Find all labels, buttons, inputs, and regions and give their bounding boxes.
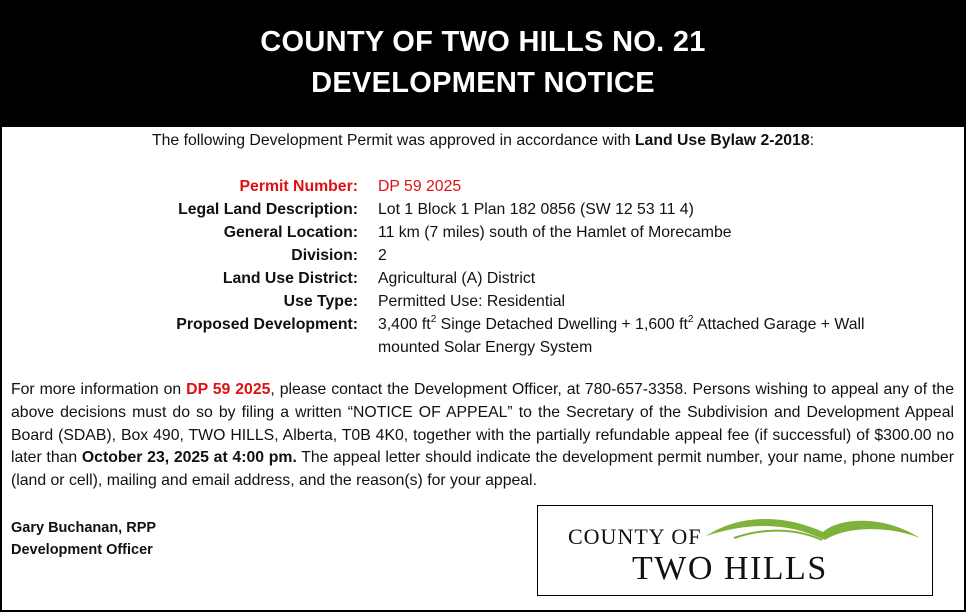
info-permit-reference: DP 59 2025 — [186, 381, 271, 398]
permit-number-label: Permit Number: — [239, 178, 358, 195]
logo-graphic — [538, 506, 931, 594]
proposed-development-label: Proposed Development: — [176, 316, 358, 333]
county-logo — [537, 505, 933, 596]
header-title: COUNTY OF TWO HILLS NO. 21 — [260, 26, 706, 58]
use-type-value: Permitted Use: Residential — [378, 293, 566, 310]
legal-description-label: Legal Land Description: — [178, 201, 358, 218]
use-type-row — [0, 290, 966, 313]
superscript-squared: 2 — [430, 313, 437, 325]
permit-number-row — [0, 175, 966, 198]
appeal-deadline: October 23, 2025 at 4:00 pm. — [81, 449, 297, 467]
intro-text — [0, 130, 966, 152]
land-use-district-label: Land Use District: — [222, 270, 358, 287]
land-use-district-value: Agricultural (A) District — [378, 270, 536, 287]
officer-title: Development Officer — [11, 542, 153, 558]
land-use-district-row — [0, 267, 966, 290]
info-text-2: , please contact the Development Officer, at 780-657-3358. Persons wishing to appeal any of the above decisions must do so by filing a written “NOTICE OF APPEAL” to the Secretary of the Subdivision and Development Appeal Board (SDAB), Box 490, TWO HILLS, Alberta, T0B 4K0, together with the partially refundable appeal fee (if successful) of $300.00 no later than — [11, 381, 954, 467]
permit-details — [0, 175, 966, 359]
info-text-3: The appeal letter should indicate the development permit number, your name, phone number (land or cell), mailing and email address, and the reason(s) for your appeal. — [11, 449, 954, 490]
intro-suffix: : — [809, 132, 815, 149]
logo-text-two-hills: TWO HILLS — [632, 550, 828, 587]
bylaw-reference: Land Use Bylaw 2-2018 — [634, 132, 810, 149]
division-value: 2 — [378, 247, 387, 264]
use-type-label: Use Type: — [283, 293, 358, 310]
division-row — [0, 244, 966, 267]
division-label: Division: — [291, 247, 358, 264]
appeal-information — [11, 379, 954, 493]
proposed-development-row — [0, 313, 966, 359]
header-subtitle: DEVELOPMENT NOTICE — [311, 67, 655, 99]
legal-description-value: Lot 1 Block 1 Plan 182 0856 (SW 12 53 11 4) — [378, 201, 694, 218]
header-banner — [0, 0, 966, 127]
superscript-squared: 2 — [687, 313, 694, 325]
proposed-remainder: Attached Garage + Wall mounted Solar Energy System — [378, 316, 865, 356]
officer-name: Gary Buchanan, RPP — [11, 520, 157, 536]
info-text-1: For more information on — [11, 381, 187, 398]
proposed-dwelling-area: 3,400 ft — [378, 316, 431, 333]
general-location-row — [0, 221, 966, 244]
signature-block — [11, 517, 156, 561]
intro-prefix: The following Development Permit was approved in accordance with — [151, 132, 635, 149]
proposed-garage-area: Singe Detached Dwelling + 1,600 ft — [436, 316, 688, 333]
permit-number-value: DP 59 2025 — [378, 178, 462, 195]
legal-description-row — [0, 198, 966, 221]
proposed-development-value — [378, 313, 918, 359]
logo-text-county-of: COUNTY OF — [568, 524, 702, 549]
general-location-label: General Location: — [223, 224, 358, 241]
general-location-value: 11 km (7 miles) south of the Hamlet of Morecambe — [378, 224, 732, 241]
